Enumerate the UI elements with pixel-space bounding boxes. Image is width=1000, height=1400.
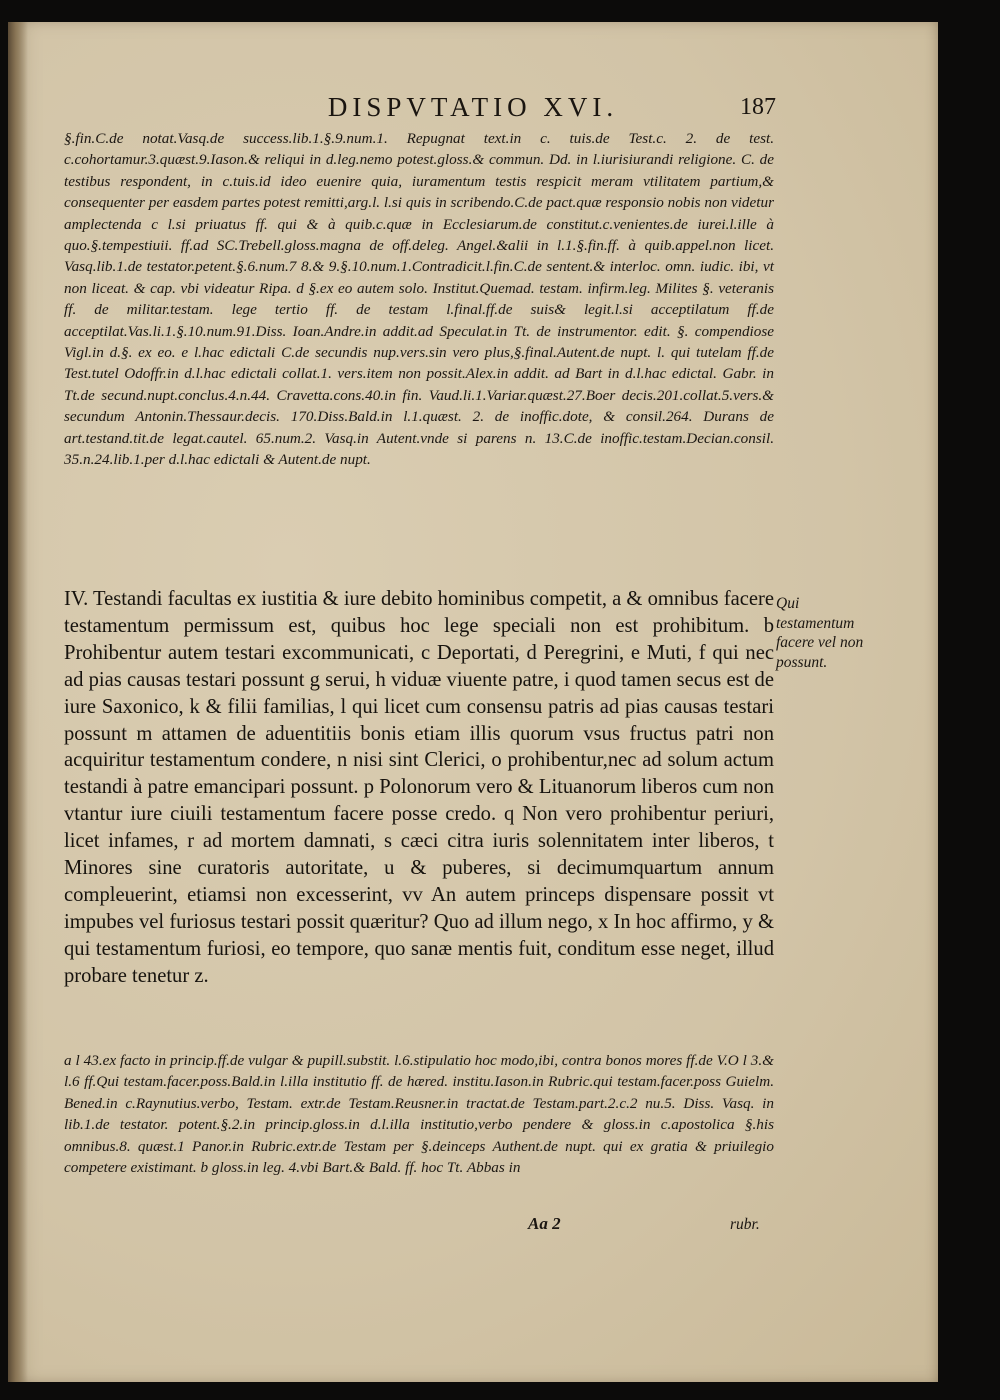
marginal-note: Qui testamentum facere vel non possunt. <box>776 595 864 671</box>
page-header <box>8 92 938 132</box>
page-number: 187 <box>740 94 776 120</box>
footnotes <box>64 1050 774 1178</box>
catchword: rubr. <box>730 1216 760 1233</box>
running-title: DISPVTATIO XVI. <box>327 92 619 122</box>
footnotes-continued-text: §.fin.C.de notat.Vasq.de success.lib.1.§.9.num.1. Repugnat text.in c. tuis.de Test.c. 2. de test. c.cohortamur.3.quæst.9.Iason.& reliqui in d.leg.nemo potest.gloss.& commun. Dd. in l.iurisiurandi religione. C. de testibus respondent, in c.tuis.id ideo euenire quia, iuramentum testis respicit meram vtilitatem partium,& consequenter per easdem partes potest remitti,arg.l. l.si quis in scribendo.C.de pact.quæ responsio nobis non videtur amplectenda c l.si priuatus ff. qui & à quib.c.quæ in Ecclesiarum.de constitut.c.venientes.de iurei.l.ille à quo.§.tempestiuii. ff.ad SC.Trebell.gloss.magna de off.deleg. Angel.&alii in l.1.§.fin.ff. à quib.appel.non licet. Vasq.lib.1.de testator.petent.§.6.num.7 8.& 9.§.10.num.1.Contradicit.l.fin.C.de sentent.& interloc. omn. iudic. ibi, vt non liceat. & cap. vbi videatur Ripa. d §.ex eo autem solo. Institut.Quemad. testam. infirm.leg. Milites §. veteranis ff. de militar.testam. lege tertio ff. de testam l.final.ff.de suis& legit.l.si acceptilatum ff.de acceptilat.Vas.li.1.§.10.num.91.Diss. Ioan.Andre.in addit.ad Speculat.in Tt. de instrumentor. edit. §. compendiose Vigl.in d.§. ex eo. e l.hac edictali C.de secundis nup.vers.sin vero plus,§.final.Autent.de nupt. l. qui tutelam ff.de Test.tutel Odoffr.in d.l.hac edictali collat.1. vers.item non possit.Alex.in addit. ad Bart in d.l.hac edictal. Gabr. in Tt.de secund.nupt.conclus.4.n.44. Cravetta.cons.40.in fin. Vaud.li.1.Variar.quæst.27.Boer decis.201.collat.5.vers.& secundum Antonin.Thessaur.decis. 170.Diss.Bald.in l.1.quæst. 2. de inoffic.dote, & consil.264. Durans de art.testand.tit.de legat.cautel. 65.num.2. Vasq.in Autent.vnde si parens n. 13.C.de inoffic.testam.Decian.consil. 35.n.24.lib.1.per d.l.hac edictali & Autent.de nupt. <box>64 130 774 469</box>
book-page <box>8 22 938 1382</box>
signature-mark: Aa 2 <box>528 1214 561 1233</box>
footnotes-continued <box>64 128 774 471</box>
footnotes-text: a l 43.ex facto in princip.ff.de vulgar & pupill.substit. l.6.stipulatio hoc modo,ibi, contra bonos mores ff.de V.O l 3.& l.6 ff.Qui testam.facer.poss.Bald.in l.illa institutio ff. de hæred. institu.Iason.in Rubric.qui testam.facer.poss Guielm. Bened.in c.Raynutius.verbo, Testam. extr.de Testam.Reusner.in tractat.de Testam.part.2.c.2 nu.5. Diss. Vasq. in lib.1.de testator. potent.§.2.in princip.gloss.in d.l.illa institutio,verbo pendere & gloss.in c.apostolica §.his omnibus.8. quæst.1 Panor.in Rubric.extr.de Testam per §.deinceps Authent.de nupt. qui ex gratia & priuilegio competere existimant. b gloss.in leg. 4.vbi Bart.& Bald. ff. hoc Tt. Abbas in <box>64 1052 774 1177</box>
main-paragraph-text: IV. Testandi facultas ex iustitia & iure debito hominibus competit, a & omnibus facere testamentum permissum est, quibus hoc lege speciali non est prohibitum. b Prohibentur autem testari excommunicati, c Deportati, d Peregrini, e Muti, f qui nec ad pias causas testari possunt g serui, h viduæ viuente patre, i quod tamen secus est de iure Saxonico, k & filii familias, l qui licet cum consensu patris ad pias causas testari possunt m attamen de aduentitiis bonis etiam illis quorum vsus fructus patri non acquiritur testamentum condere, n nisi sint Clerici, o prohibentur,nec ad solum actum testandi à patre emancipari possunt. p Polonorum vero & Lituanorum liberos cum non vtantur iure ciuili testamentum facere posse credo. q Non vero prohibentur periuri, licet infames, r ad mortem damnati, s cæci citra iuris solennitatem inter liberos, t Minores sine curatoris autoritate, u & puberes, si decimumquartum annum compleuerint, etiamsi non excesserint, vv An autem princeps dispensare possit vt impubes vel furiosus testari possit quæritur? Quo ad illum nego, x In hoc affirmo, y & qui testamentum furiosi, eo tempore, quo sanæ mentis fuit, conditum esse neget, illud probare tenetur z. <box>64 588 774 987</box>
binding-gutter <box>8 22 28 1382</box>
main-paragraph <box>64 586 774 990</box>
